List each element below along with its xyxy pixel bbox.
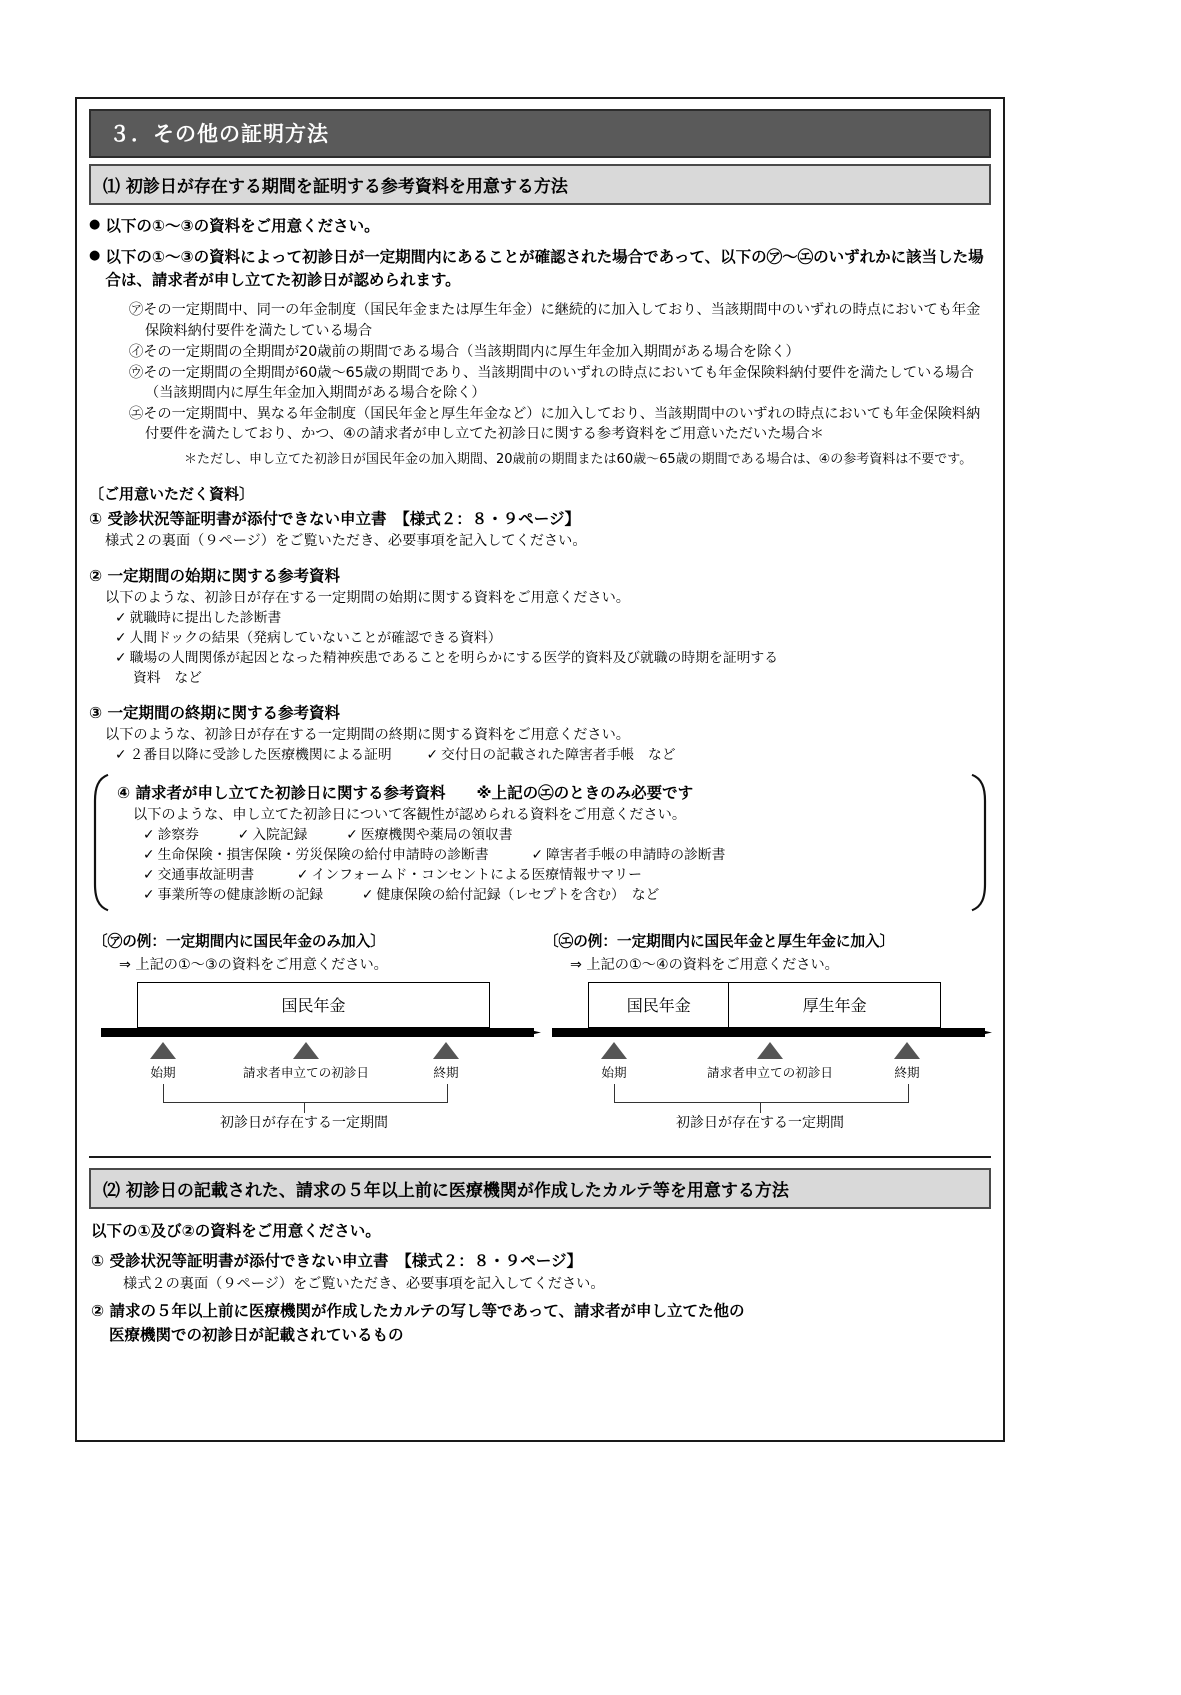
example-d-axis-arrowhead — [972, 1028, 992, 1037]
subsection-2 — [89, 1168, 991, 1345]
example-a-span-label: 初診日が存在する一定期間 — [220, 1114, 388, 1131]
example-a-marker-3-icon — [433, 1042, 459, 1059]
document-body — [77, 99, 1003, 1355]
item-4-r1-c2: 入院記録 — [252, 826, 308, 843]
document-sheet — [75, 97, 1005, 1442]
item-2-check-1 — [115, 609, 991, 628]
example-a-timeline — [101, 982, 540, 1142]
check-icon: ✓ — [237, 826, 250, 843]
check-icon: ✓ — [296, 866, 309, 883]
example-d-segment-2: 厚生年金 — [802, 996, 867, 1016]
example-a-axis-line — [101, 1028, 534, 1037]
item-3-title: ③ 一定期間の終期に関する参考資料 — [89, 703, 341, 722]
timeline-example-a — [89, 930, 540, 1142]
example-a-marker-2-label: 請求者申立ての初診日 — [243, 1064, 369, 1080]
subsection-2-item-1-sub: 様式２の裏面（９ページ）をご覧いただき、必要事項を記入してください。 — [123, 1275, 605, 1292]
example-a-marker-1-label: 始期 — [150, 1064, 176, 1080]
subsection-2-item-2-cont: 医療機関での初診日が記載されているもの — [109, 1325, 404, 1344]
check-icon: ✓ — [115, 609, 127, 626]
item-2-check-3 — [115, 649, 991, 668]
item-4-r2-c2: 障害者手帳の申請時の診断書 — [546, 846, 726, 863]
check-icon: ✓ — [143, 886, 155, 903]
timeline-example-d — [540, 930, 991, 1142]
item-4-r4-c1: 事業所等の健康診断の記録 — [157, 886, 324, 903]
example-d-marker-1-label: 始期 — [601, 1064, 627, 1080]
left-brace-icon — [91, 773, 109, 912]
example-a-title: 〔㋐の例：一定期間内に国民年金のみ加入〕 — [93, 932, 385, 950]
check-icon: ✓ — [346, 826, 358, 843]
case-item-b: ㋑その一定期間の全期間が20歳前の期間である場合（当該期間内に厚生年金加入期間がある場合を除く） — [129, 343, 800, 360]
example-a-segment-1: 国民年金 — [281, 996, 346, 1016]
example-d-timeline — [552, 982, 991, 1142]
check-icon: ✓ — [143, 866, 155, 883]
item-4-check-row-1 — [143, 826, 963, 845]
subsection-2-item-1-title: ① 受診状況等証明書が添付できない申立書 【様式２：８・９ページ】 — [91, 1251, 582, 1270]
prepare-heading: 〔ご用意いただく資料〕 — [89, 484, 255, 503]
example-d-axis-line — [552, 1028, 985, 1037]
item-2-sub: 以下のような、初診日が存在する一定期間の始期に関する資料をご用意ください。 — [105, 589, 630, 606]
bullet-icon: ● — [89, 217, 101, 232]
check-icon: ✓ — [143, 826, 155, 843]
item-4-r4-c2: 健康保険の給付記録（レセプトを含む） など — [376, 886, 660, 903]
section-divider — [89, 1156, 991, 1158]
item-4-r3-c2: インフォームド・コンセントによる医療情報サマリー — [311, 866, 642, 883]
check-icon: ✓ — [115, 746, 127, 763]
example-d-marker-3-icon — [894, 1042, 920, 1059]
example-a-marker-3-label: 終期 — [433, 1064, 459, 1080]
item-3-check-row — [115, 746, 991, 765]
example-d-segment-1: 国民年金 — [589, 983, 729, 1027]
bullet-item-2-text: 以下の①～③の資料によって初診日が一定期間内にあることが確認された場合であって、以下の㋐～㋓のいずれかに該当した場合は、請求者が申し立てた初診日が認められます。 — [105, 248, 984, 289]
example-a-marker-1-icon — [150, 1042, 176, 1059]
bullet-icon: ● — [89, 248, 101, 264]
example-d-subtitle: ⇒ 上記の①～④の資料をご用意ください。 — [570, 956, 839, 973]
example-a-period-boxes — [137, 982, 490, 1028]
item-4-check-row-4 — [143, 886, 963, 905]
bullet-item-1 — [89, 215, 991, 237]
example-d-marker-1-icon — [601, 1042, 627, 1059]
item-4-brace-box — [91, 773, 989, 912]
bullet-item-1-text: 以下の①～③の資料をご用意ください。 — [105, 217, 380, 235]
case-item-d: ㋓その一定期間中、異なる年金制度（国民年金と厚生年金など）に加入しており、当該期間中のいずれの時点においても年金保険料納付要件を満たしており、かつ、④の請求者が申し立てた初診日に関する参考資料をご用意いただいた場合＊ — [129, 406, 981, 443]
right-brace-icon — [971, 773, 989, 912]
example-a-marker-2-icon — [293, 1042, 319, 1059]
item-4-r2-c1: 生命保険・損害保険・労災保険の給付申請時の診断書 — [157, 846, 489, 863]
item-2-check-3-cont: 資料 など — [133, 669, 202, 686]
example-d-span-label: 初診日が存在する一定期間 — [676, 1114, 844, 1131]
item-4-r1-c3: 医療機関や薬局の領収書 — [360, 826, 513, 843]
item-4-r3-c1: 交通事故証明書 — [157, 866, 255, 883]
example-d-marker-2-icon — [757, 1042, 783, 1059]
example-a-axis-arrowhead — [521, 1028, 541, 1037]
check-icon: ✓ — [531, 846, 544, 863]
case-footnote: ＊ただし、申し立てた初診日が国民年金の加入期間、20歳前の期間または60歳～65歳の期間である場合は、④の参考資料は不要です。 — [184, 451, 973, 467]
bullet-item-2 — [89, 246, 991, 291]
item-4-title: ④ 請求者が申し立てた初診日に関する参考資料 ※上記の㋓のときのみ必要です — [117, 783, 694, 802]
example-a-span-brace-icon — [163, 1084, 448, 1103]
item-2-check-3-text: 職場の人間関係が起因となった精神疾患であることを明らかにする医学的資料及び就職の時期を証明する — [129, 649, 779, 666]
item-3-sub: 以下のような、初診日が存在する一定期間の終期に関する資料をご用意ください。 — [105, 726, 630, 743]
check-icon: ✓ — [143, 846, 155, 863]
section-3-header: ３．その他の証明方法 — [89, 109, 991, 158]
example-d-span-brace-icon — [614, 1084, 909, 1103]
check-icon: ✓ — [115, 629, 127, 646]
item-3-check-2-text: 交付日の記載された障害者手帳 など — [441, 746, 676, 763]
item-2-check-1-text: 就職時に提出した診断書 — [129, 609, 282, 626]
check-icon: ✓ — [361, 886, 374, 903]
item-2-check-2 — [115, 629, 991, 648]
subsection-2-header: ⑵ 初診日の記載された、請求の５年以上前に医療機関が作成したカルテ等を用意する方法 — [89, 1168, 991, 1209]
subsection-2-lead: 以下の①及び②の資料をご用意ください。 — [91, 1221, 381, 1240]
example-d-marker-2-label: 請求者申立ての初診日 — [707, 1064, 833, 1080]
subsection-2-item-2-title: ② 請求の５年以上前に医療機関が作成したカルテの写し等であって、請求者が申し立てた他の — [91, 1301, 745, 1320]
timeline-examples — [89, 930, 991, 1142]
example-d-period-boxes — [588, 982, 941, 1028]
case-item-c: ㋒その一定期間の全期間が60歳～65歳の期間であり、当該期間中のいずれの時点においても年金保険料納付要件を満たしている場合（当該期間内に厚生年金加入期間がある場合を除く） — [129, 364, 974, 402]
item-4-check-row-3 — [143, 866, 963, 885]
example-d-title: 〔㋓の例：一定期間内に国民年金と厚生年金に加入〕 — [544, 932, 895, 950]
item-4-check-row-2 — [143, 846, 963, 865]
example-d-marker-3-label: 終期 — [894, 1064, 920, 1080]
example-a-subtitle: ⇒ 上記の①～③の資料をご用意ください。 — [119, 956, 388, 973]
check-icon: ✓ — [115, 649, 127, 666]
item-2-check-2-text: 人間ドックの結果（発病していないことが確認できる資料） — [129, 629, 502, 646]
item-3-check-1-text: ２番目以降に受診した医療機関による証明 — [129, 746, 392, 763]
item-4-r1-c1: 診察券 — [157, 826, 199, 843]
item-1-title: ① 受診状況等証明書が添付できない申立書 【様式２：８・９ページ】 — [89, 509, 580, 528]
subsection-1-header: ⑴ 初診日が存在する期間を証明する参考資料を用意する方法 — [89, 164, 991, 205]
item-2-title: ② 一定期間の始期に関する参考資料 — [89, 566, 341, 585]
check-icon: ✓ — [426, 746, 439, 763]
item-4-sub: 以下のような、申し立てた初診日について客観性が認められる資料をご用意ください。 — [133, 806, 687, 823]
item-1-sub: 様式２の裏面（９ページ）をご覧いただき、必要事項を記入してください。 — [105, 532, 587, 549]
case-item-a: ㋐その一定期間中、同一の年金制度（国民年金または厚生年金）に継続的に加入しており、当該期間中のいずれの時点においても年金保険料納付要件を満たしている場合 — [129, 302, 981, 339]
